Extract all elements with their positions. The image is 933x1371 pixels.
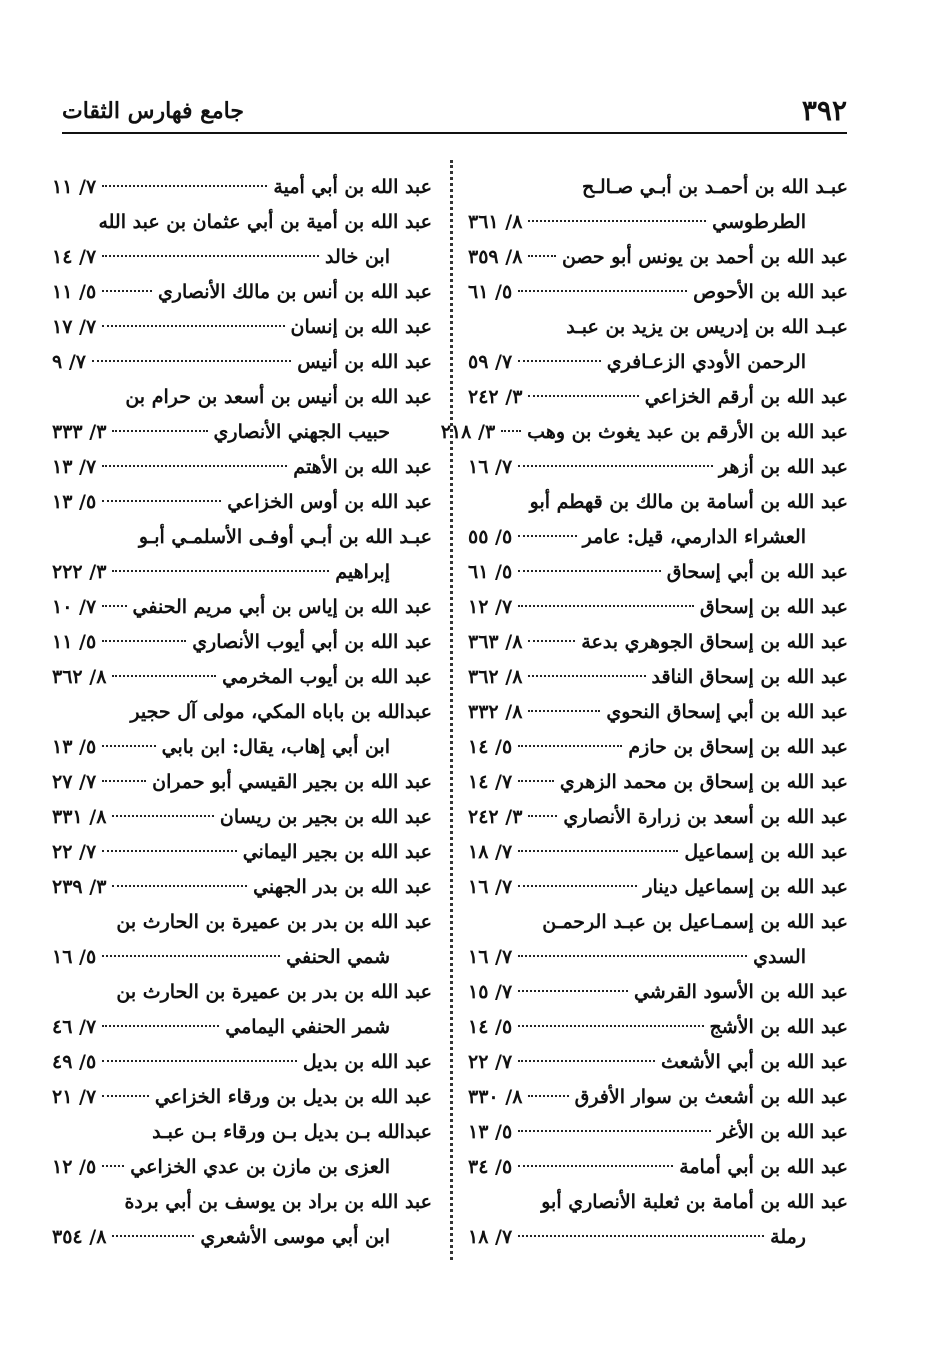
index-entry (468, 975, 848, 1010)
dot-leader (102, 640, 186, 642)
index-entry-continuation (52, 555, 432, 590)
entry-name: عبـد الله بن أحمـد بن أبـي صـالـح (582, 176, 848, 198)
entry-name: عبد الله بن أرقم الخزاعي (644, 386, 848, 408)
dot-leader (102, 255, 319, 257)
dot-leader (102, 500, 221, 502)
dot-leader (102, 955, 280, 957)
entry-name: عبد الله بن إسحاق الجوهري بدعة (581, 631, 848, 653)
entry-reference: ٨/ ٣٣١ (52, 806, 107, 828)
entry-name: الرحمن الأودي الزعـافري (606, 351, 806, 373)
entry-reference: ٥/ ١٣ (468, 1121, 513, 1143)
dot-leader (528, 710, 600, 712)
entry-name: عبد الله بن بديل (302, 1051, 432, 1073)
entry-name: عبد الله بن براد بن يوسف بن أبي بردة (124, 1191, 432, 1213)
entry-reference: ٥/ ١١ (52, 281, 97, 303)
dot-leader (528, 675, 645, 677)
index-entry-continuation (52, 415, 432, 450)
dot-leader (102, 325, 284, 327)
entry-name: عبد الله بن أبي الأشعث (660, 1051, 848, 1073)
index-entry-continuation (52, 1010, 432, 1045)
index-entry (52, 205, 432, 240)
index-entry (468, 590, 848, 625)
index-entry (468, 730, 848, 765)
index-entry-continuation (468, 1220, 848, 1255)
column-divider (450, 160, 453, 1260)
dot-leader (102, 1165, 124, 1167)
entry-reference: ٧/ ١٦ (468, 946, 513, 968)
dot-leader (518, 1025, 703, 1027)
entry-name: عبد الله بن إسماعيل دينار (643, 876, 848, 898)
entry-reference: ٨/ ٣٥٩ (468, 246, 523, 268)
entry-name: عبد الله بن إياس بن أبي مريم الحنفي (132, 596, 432, 618)
entry-name: شمر الحنفي اليمامي (225, 1016, 390, 1038)
entry-reference: ٧/ ١٨ (468, 841, 513, 863)
entry-name: الطرطوسي (712, 211, 806, 233)
entry-name: حبيب الجهني الأنصاري (213, 421, 390, 443)
dot-leader (518, 1165, 673, 1167)
dot-leader (518, 465, 713, 467)
index-entry-continuation (52, 1220, 432, 1255)
index-entry (52, 345, 432, 380)
entry-name: رملة (770, 1226, 806, 1248)
dot-leader (102, 745, 155, 747)
entry-reference: ٧/ ١٦ (468, 876, 513, 898)
entry-name: عبد الله بن أزهر (718, 456, 848, 478)
index-entry (468, 275, 848, 310)
index-entry (468, 1115, 848, 1150)
entry-reference: ٧/ ٢٧ (52, 771, 97, 793)
index-entry (468, 905, 848, 940)
dot-leader (528, 255, 556, 257)
index-entry (52, 800, 432, 835)
index-entry (468, 835, 848, 870)
entry-name: ابن أبي إهاب، يقال: ابن بابي (161, 736, 390, 758)
entry-reference: ٥/ ٥٥ (468, 526, 513, 548)
index-column-right (440, 170, 848, 1255)
dot-leader (112, 430, 207, 432)
dot-leader (518, 990, 628, 992)
dot-leader (102, 850, 237, 852)
entry-name: عبد الله بن بدر بن عميرة بن الحارث بن (116, 981, 432, 1003)
index-entry (52, 485, 432, 520)
dot-leader (102, 465, 287, 467)
dot-leader (102, 1060, 297, 1062)
page-number: ٣٩٢ (801, 94, 847, 127)
entry-name: شمي الحنفي (286, 946, 390, 968)
entry-reference: ٧/ ٥٩ (468, 351, 513, 373)
entry-name: عبد الله بن أبي إسحاق (666, 561, 848, 583)
entry-reference: ٥/ ١٤ (468, 736, 513, 758)
entry-reference: ٧/ ٤٦ (52, 1016, 97, 1038)
entry-reference: ٨/ ٣٦٣ (468, 631, 523, 653)
entry-reference: ٨/ ٣٣٠ (468, 1086, 523, 1108)
index-entry (468, 800, 848, 835)
page-header (62, 92, 847, 134)
dot-leader (518, 360, 601, 362)
entry-reference: ٧/ ١٢ (468, 596, 513, 618)
entry-name: السدي (753, 946, 806, 968)
index-entry (468, 765, 848, 800)
entry-reference: ٧/ ١٠ (52, 596, 97, 618)
entry-name: عبد الله بن أبي إسحاق النحوي (606, 701, 848, 723)
entry-reference: ٧/ ١٦ (468, 456, 513, 478)
entry-name: عبد الله بن الأهتم (293, 456, 432, 478)
index-entry-continuation (52, 730, 432, 765)
entry-name: عبد الله بن أبي أمامة (679, 1156, 848, 1178)
entry-name: عبد الله بن إنسان (290, 316, 432, 338)
index-entry (468, 1150, 848, 1185)
index-entry (52, 835, 432, 870)
dot-leader (528, 640, 575, 642)
entry-name: عبد الله بن إسمـاعيل بن عبـد الرحمـن (542, 911, 848, 933)
entry-name: عبد الله بن أشعث بن سوار الأفرق (574, 1086, 848, 1108)
entry-reference: ٥/ ٦١ (468, 281, 513, 303)
dot-leader (518, 570, 661, 572)
entry-name: عبد الله بن بجير اليماني (242, 841, 432, 863)
entry-name: عبد الله بن أمية بن أبي عثمان بن عبد الله (98, 211, 432, 233)
index-entry (52, 1185, 432, 1220)
running-title: جامع فهارس الثقات (62, 98, 244, 124)
index-entry (52, 660, 432, 695)
entry-reference: ٧/ ١٨ (468, 1226, 513, 1248)
entry-name: عبد الله بن أوس الخزاعي (227, 491, 432, 513)
dot-leader (518, 1060, 655, 1062)
dot-leader (112, 1235, 194, 1237)
entry-name: عبد الله بن إسحاق بن حازم (628, 736, 848, 758)
index-entry (468, 1080, 848, 1115)
dot-leader (518, 1235, 764, 1237)
entry-name: عبد الله بن أبي أمية (273, 176, 432, 198)
entry-name: إبراهيم (335, 561, 390, 583)
index-entry (52, 310, 432, 345)
entry-reference: ٥/ ١٣ (52, 491, 97, 513)
entry-reference: ٧/ ٩ (52, 351, 86, 373)
index-entry (468, 380, 848, 415)
dot-leader (518, 885, 637, 887)
index-entry (468, 660, 848, 695)
entry-reference: ٣/ ٢٤٢ (468, 386, 523, 408)
dot-leader (102, 780, 146, 782)
entry-name: عبد الله بن بدر بن عميرة بن الحارث بن (116, 911, 432, 933)
dot-leader (102, 605, 126, 607)
entry-name: عبد الله بن أيوب المخرمي (222, 666, 432, 688)
entry-name: ابن أبي موسى الأشعري (200, 1226, 390, 1248)
dot-leader (528, 815, 557, 817)
entry-reference: ٥/ ١٤ (468, 1016, 513, 1038)
entry-reference: ٧/ ١١ (52, 176, 97, 198)
index-entry (52, 975, 432, 1010)
entry-name: عبد الله بن بديل بن ورقاء الخزاعي (154, 1086, 432, 1108)
entry-name: عبد الله بن إسحاق الناقد (651, 666, 848, 688)
entry-name: عبـد الله بن أبـي أوفـى الأسلمـي أبـو (138, 526, 432, 548)
entry-reference: ٥/ ١١ (52, 631, 97, 653)
entry-reference: ٣/ ٢٢٢ (52, 561, 107, 583)
index-column-left (52, 170, 432, 1255)
entry-name: عبد الله بن الأرقم بن عبد يغوث بن وهب (527, 421, 848, 443)
index-entry (468, 450, 848, 485)
entry-reference: ٨/ ٣٦٢ (468, 666, 523, 688)
dot-leader (518, 955, 747, 957)
entry-reference: ٧/ ١٣ (52, 456, 97, 478)
index-entry (52, 450, 432, 485)
entry-name: العشراء الدارمي، قيل: عامر (582, 526, 806, 548)
entry-reference: ٨/ ٣٥٤ (52, 1226, 107, 1248)
entry-name: عبد الله بن إسحاق (699, 596, 848, 618)
entry-name: عبد الله بن أنيس بن أسعد بن حرام بن (125, 386, 432, 408)
entry-reference: ٧/ ١٤ (52, 246, 97, 268)
dot-leader (112, 885, 247, 887)
entry-reference: ٣/ ٢١٨ (440, 421, 496, 443)
index-entry (52, 695, 432, 730)
entry-name: عبد الله بن أمامة بن ثعلبة الأنصاري أبو (541, 1191, 848, 1213)
entry-name: عبد الله بن بجير القيسي أبو حمران (152, 771, 432, 793)
index-entry (52, 380, 432, 415)
entry-reference: ٥/ ٤٩ (52, 1051, 97, 1073)
dot-leader (528, 1095, 568, 1097)
dot-leader (518, 850, 678, 852)
index-entry-continuation (468, 205, 848, 240)
entry-reference: ٥/ ١٣ (52, 736, 97, 758)
index-entry-continuation (468, 940, 848, 975)
entry-reference: ٣/ ٣٣٣ (52, 421, 107, 443)
index-entry (52, 520, 432, 555)
entry-reference: ٣/ ٢٤٢ (468, 806, 523, 828)
entry-reference: ٣/ ٢٣٩ (52, 876, 107, 898)
entry-name: عبد الله بن الأسود القرشي (633, 981, 848, 1003)
entry-name: عبـد الله بن إدريس بن يزيد بن عبـد (566, 316, 848, 338)
entry-name: عبد الله بن أسعد بن زرارة الأنصاري (563, 806, 848, 828)
index-entry (52, 1045, 432, 1080)
dot-leader (518, 605, 694, 607)
index-entry (52, 870, 432, 905)
dot-leader (518, 780, 554, 782)
index-entry (52, 170, 432, 205)
entry-name: عبدالله بـن بديل بـن ورقاء بـن عبـد (152, 1121, 432, 1143)
entry-name: عبد الله بن أحمد بن يونس أبو حصن (561, 246, 848, 268)
entry-name: عبد الله بن أنيس (297, 351, 432, 373)
index-entry (52, 590, 432, 625)
index-entry-continuation (468, 520, 848, 555)
entry-reference: ٧/ ٢٢ (52, 841, 97, 863)
entry-name: عبد الله بن إسماعيل (684, 841, 848, 863)
entry-reference: ٧/ ١٤ (468, 771, 513, 793)
index-entry (52, 275, 432, 310)
dot-leader (528, 395, 638, 397)
entry-reference: ٨/ ٣٦١ (468, 211, 523, 233)
dot-leader (92, 360, 291, 362)
entry-reference: ٧/ ١٥ (468, 981, 513, 1003)
entry-reference: ٧/ ٢١ (52, 1086, 97, 1108)
index-entry-continuation (52, 940, 432, 975)
index-entry (468, 1185, 848, 1220)
index-entry (468, 625, 848, 660)
dot-leader (102, 185, 267, 187)
entry-reference: ٥/ ٦١ (468, 561, 513, 583)
index-entry (52, 765, 432, 800)
index-entry (52, 1115, 432, 1150)
index-entry (468, 1010, 848, 1045)
index-entry (468, 485, 848, 520)
entry-name: عبد الله بن أسامة بن مالك بن قهطم أبو (529, 491, 848, 513)
entry-reference: ٥/ ١٢ (52, 1156, 97, 1178)
entry-name: عبد الله بن الأحوص (693, 281, 848, 303)
index-entry-continuation (52, 240, 432, 275)
entry-name: عبدالله بن باباه المكي، مولى آل حجير (130, 701, 432, 723)
entry-reference: ٧/ ١٧ (52, 316, 97, 338)
index-entry (468, 310, 848, 345)
index-entry-continuation (468, 345, 848, 380)
entry-name: عبد الله بن أنس بن مالك الأنصاري (157, 281, 432, 303)
index-entry (468, 695, 848, 730)
index-entry (468, 555, 848, 590)
entry-name: عبد الله بن بجير بن ريسان (219, 806, 432, 828)
index-entry (468, 1045, 848, 1080)
index-entry (52, 625, 432, 660)
dot-leader (501, 430, 521, 432)
dot-leader (102, 1025, 219, 1027)
entry-reference: ٥/ ٣٤ (468, 1156, 513, 1178)
dot-leader (518, 1130, 711, 1132)
dot-leader (112, 570, 329, 572)
dot-leader (528, 220, 706, 222)
dot-leader (102, 1095, 149, 1097)
entry-name: عبد الله بن الأغر (717, 1121, 848, 1143)
index-entry (52, 905, 432, 940)
dot-leader (518, 535, 576, 537)
index-entry (440, 415, 848, 450)
entry-name: عبد الله بن بدر الجهني (253, 876, 432, 898)
entry-reference: ٧/ ٢٢ (468, 1051, 513, 1073)
index-entry (468, 870, 848, 905)
entry-name: عبد الله بن إسحاق بن محمد الزهري (559, 771, 848, 793)
dot-leader (518, 290, 687, 292)
index-entry (468, 240, 848, 275)
entry-name: ابن خالد (325, 246, 390, 268)
dot-leader (518, 745, 622, 747)
entry-name: عبد الله بن الأشج (709, 1016, 848, 1038)
index-entry-continuation (52, 1150, 432, 1185)
index-entry (52, 1080, 432, 1115)
index-entry (468, 170, 848, 205)
entry-name: العزى بن مازن بن عدي الخزاعي (130, 1156, 390, 1178)
dot-leader (102, 290, 152, 292)
entry-reference: ٨/ ٣٦٢ (52, 666, 107, 688)
dot-leader (112, 815, 214, 817)
entry-name: عبد الله بن أبي أيوب الأنصاري (192, 631, 432, 653)
dot-leader (112, 675, 216, 677)
entry-reference: ٥/ ١٦ (52, 946, 97, 968)
entry-reference: ٨/ ٣٣٢ (468, 701, 523, 723)
